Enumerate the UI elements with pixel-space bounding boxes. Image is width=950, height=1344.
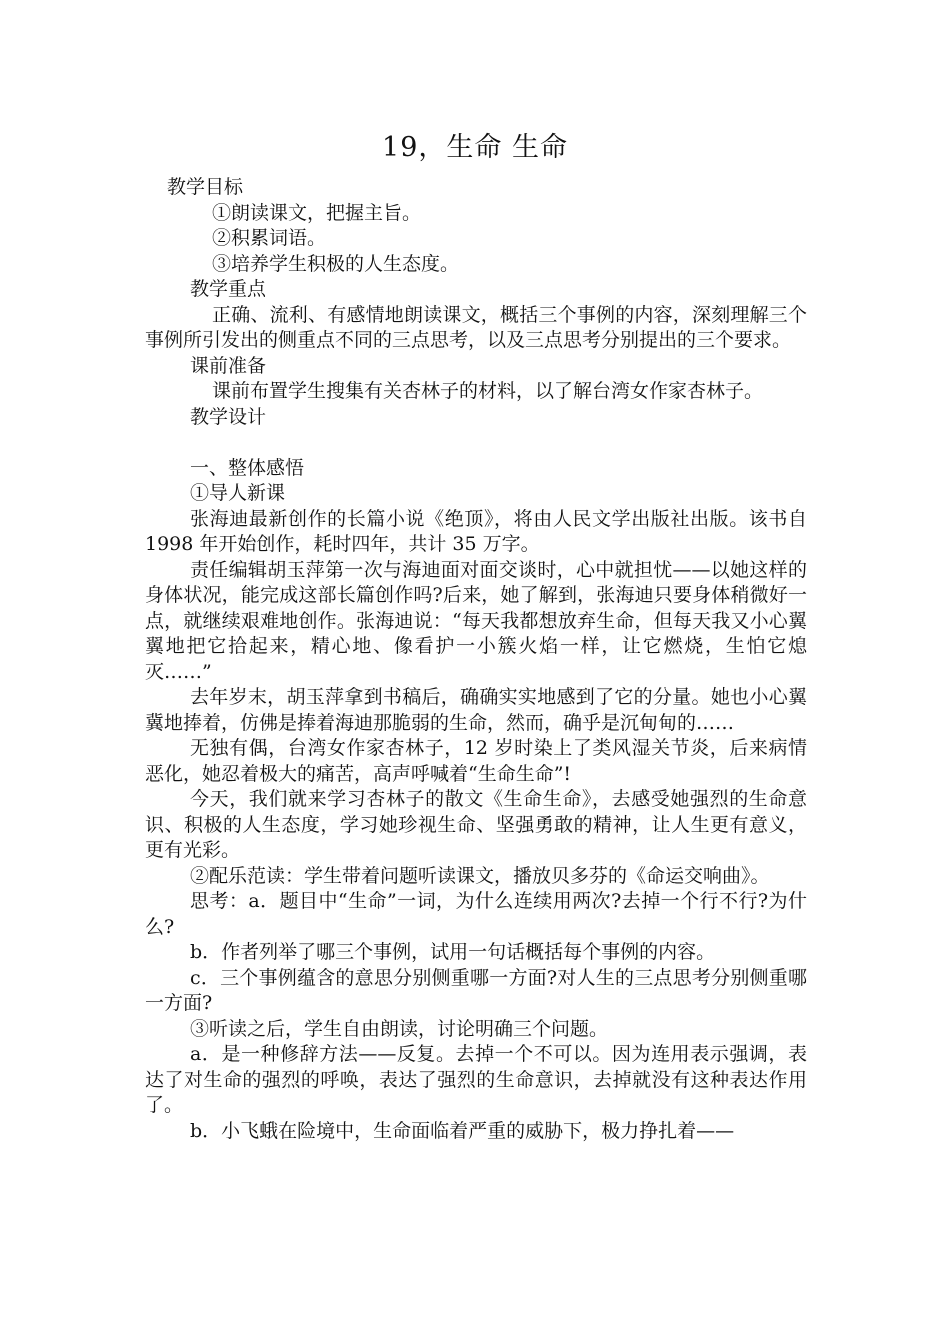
body-paragraph: b．小飞蛾在险境中，生命面临着严重的威胁下，极力挣扎着——	[190, 1119, 735, 1142]
focus-paragraph: 正确、流利、有感情地朗读课文，概括三个事例的内容，深刻理解三个事例所引发出的侧重点不同的三点思考，以及三点思考分别提出的三个要求。	[145, 303, 807, 351]
body-paragraph: b．作者列举了哪三个事例，试用一句话概括每个事例的内容。	[190, 941, 716, 963]
goal-item: ③培养学生积极的人生态度。	[212, 252, 460, 275]
prep-heading: 课前准备	[190, 354, 267, 377]
part1-heading: 一、整体感悟	[190, 456, 305, 479]
body-paragraph: 张海迪最新创作的长篇小说《绝顶》，将由人民文学出版社出版。该书自 1998 年开始创作，耗时四年，共计 35 万字。	[145, 507, 807, 555]
goal-item: ①朗读课文，把握主旨。	[212, 201, 422, 224]
goal-item: ②积累词语。	[212, 227, 327, 249]
body-paragraph: ③听读之后，学生自由朗读，讨论明确三个问题。	[190, 1017, 609, 1040]
body-paragraph: 去年岁末，胡玉萍拿到书稿后，确确实实地感到了它的分量。她也小心翼冀地捧着，仿佛是捧着海迪那脆弱的生命，然而，确乎是沉甸甸的……	[145, 686, 807, 734]
body-paragraph: c．三个事例蕴含的意思分别侧重哪一方面?对人生的三点思考分别侧重哪一方面?	[145, 966, 807, 1014]
goals-heading: 教学目标	[167, 176, 244, 198]
body-paragraph: 无独有偶，台湾女作家杏林子，12 岁时染上了类风湿关节炎，后来病情恶化，她忍着极大的痛苦，高声呼喊着“生命生命”!	[145, 737, 807, 785]
body-paragraph: ②配乐范读：学生带着问题听读课文，播放贝多芬的《命运交响曲》。	[190, 864, 770, 887]
body-paragraph: 责任编辑胡玉萍第一次与海迪面对面交谈时，心中就担忧——以她这样的身体状况，能完成这部长篇创作吗?后来，她了解到，张海迪只要身体稍微好一点，就继续艰难地创作。张海迪说：“每天我都想放弃生命，但每天我又小心翼翼地把它拾起来，精心地、像看护一小簇火焰一样，让它燃烧，生怕它熄灭……”	[145, 558, 807, 683]
body-paragraph: 今天，我们就来学习杏林子的散文《生命生命》，去感受她强烈的生命意识、积极的人生态度，学习她珍视生命、坚强勇敢的精神，让人生更有意义，更有光彩。	[145, 788, 807, 861]
step-heading: ①导人新课	[190, 482, 286, 504]
prep-paragraph: 课前布置学生搜集有关杏林子的材料，以了解台湾女作家杏林子。	[212, 380, 764, 402]
design-heading: 教学设计	[190, 405, 267, 428]
body-paragraph: a．是一种修辞方法——反复。去掉一个不可以。因为连用表示强调，表达了对生命的强烈的呼唤，表达了强烈的生命意识，去掉就没有这种表达作用了。	[145, 1043, 807, 1116]
page-title: 19，生命 生命	[382, 132, 568, 163]
body-paragraph: 思考：a．题目中“生命”一词，为什么连续用两次?去掉一个行不行?为什么?	[145, 890, 807, 938]
document-body	[145, 175, 807, 1144]
blank-line	[145, 430, 807, 456]
focus-heading: 教学重点	[190, 278, 267, 300]
